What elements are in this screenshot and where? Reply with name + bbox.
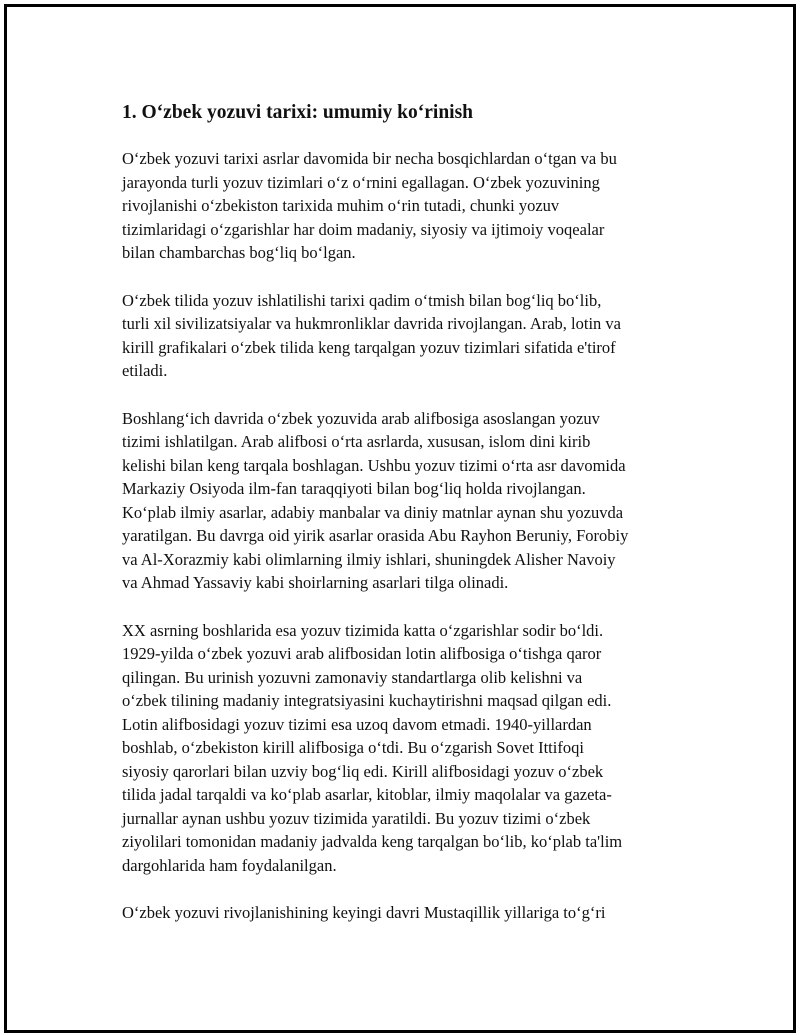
text-line: jurnallar aynan ushbu yozuv tizimida yaratildi. Bu yozuv tizimi o‘zbek xyxy=(122,808,591,828)
text-line: kelishi bilan keng tarqala boshlagan. Ushbu yozuv tizimi o‘rta asr davomida xyxy=(122,455,626,475)
text-line: turli xil sivilizatsiyalar va hukmronliklar davrida rivojlangan. Arab, lotin va xyxy=(122,314,622,333)
text-line: o‘zbek tilining madaniy integratsiyasini kuchaytirishni maqsad qilgan edi. xyxy=(122,691,612,710)
section-heading: 1. O‘zbek yozuvi tarixi: umumiy ko‘rinish xyxy=(122,102,474,123)
text-line: kirill grafikalari o‘zbek tilida keng tarqalgan yozuv tizimlari sifatida e'tirof xyxy=(122,337,616,357)
text-line: va Al-Xorazmiy kabi olimlarning ilmiy ishlari, shuningdek Alisher Navoiy xyxy=(122,549,616,569)
text-line: boshlab, o‘zbekiston kirill alifbosiga o‘tdi. Bu o‘zgarish Sovet Ittifoqi xyxy=(122,738,584,757)
text-line: O‘zbek yozuvi tarixi asrlar davomida bir necha bosqichlardan o‘tgan va bu xyxy=(122,149,617,168)
document-body xyxy=(122,99,682,949)
text-line: rivojlanishi o‘zbekiston tarixida muhim o‘rin tutadi, chunki yozuv xyxy=(122,196,560,215)
text-line: yaratilgan. Bu davrga oid yirik asarlar orasida Abu Rayhon Beruniy, Forobiy xyxy=(122,526,629,545)
text-line: Boshlang‘ich davrida o‘zbek yozuvida arab alifbosiga asoslangan yozuv xyxy=(122,408,600,428)
text-line: va Ahmad Yassaviy kabi shoirlarning asarlari tilga olinadi. xyxy=(122,573,509,592)
paragraph-2 xyxy=(122,289,682,383)
paragraph-5 xyxy=(122,901,682,925)
text-line: tizimlaridagi o‘zgarishlar har doim madaniy, siyosiy va ijtimoiy voqealar xyxy=(122,219,605,239)
text-line: siyosiy qarorlari bilan uzviy bog‘liq edi. Kirill alifbosidagi yozuv o‘zbek xyxy=(122,761,604,781)
text-line: ziyolilari tomonidan madaniy jadvalda keng tarqalgan bo‘lib, ko‘plab ta'lim xyxy=(122,832,623,851)
paragraph-1 xyxy=(122,147,682,265)
page-frame xyxy=(4,4,796,1033)
text-line: dargohlarida ham foydalanilgan. xyxy=(122,855,337,875)
text-line: O‘zbek yozuvi rivojlanishining keyingi davri Mustaqillik yillariga to‘g‘ri xyxy=(122,903,606,922)
text-line: 1929-yilda o‘zbek yozuvi arab alifbosidan lotin alifbosiga o‘tishga qaror xyxy=(122,644,602,663)
text-line: Markaziy Osiyoda ilm-fan taraqqiyoti bilan bog‘liq holda rivojlangan. xyxy=(122,479,586,498)
text-line: etiladi. xyxy=(122,361,168,380)
text-line: O‘zbek tilida yozuv ishlatilishi tarixi qadim o‘tmish bilan bog‘liq bo‘lib, xyxy=(122,290,602,310)
paragraph-4 xyxy=(122,619,682,878)
text-line: qilingan. Bu urinish yozuvni zamonaviy standartlarga olib kelishni va xyxy=(122,667,583,687)
text-line: jarayonda turli yozuv tizimlari o‘z o‘rnini egallagan. O‘zbek yozuvining xyxy=(122,172,600,192)
paragraph-3 xyxy=(122,407,682,595)
text-line: tizimi ishlatilgan. Arab alifbosi o‘rta asrlarda, xususan, islom dini kirib xyxy=(122,432,591,451)
text-line: XX asrning boshlarida esa yozuv tizimida katta o‘zgarishlar sodir bo‘ldi. xyxy=(122,620,604,640)
text-line: bilan chambarchas bog‘liq bo‘lgan. xyxy=(122,243,356,262)
text-line: Ko‘plab ilmiy asarlar, adabiy manbalar va diniy matnlar aynan shu yozuvda xyxy=(122,502,624,522)
text-line: Lotin alifbosidagi yozuv tizimi esa uzoq davom etmadi. 1940-yillardan xyxy=(122,714,592,734)
text-line: tilida jadal tarqaldi va ko‘plab asarlar, kitoblar, ilmiy maqolalar va gazeta- xyxy=(122,785,612,804)
